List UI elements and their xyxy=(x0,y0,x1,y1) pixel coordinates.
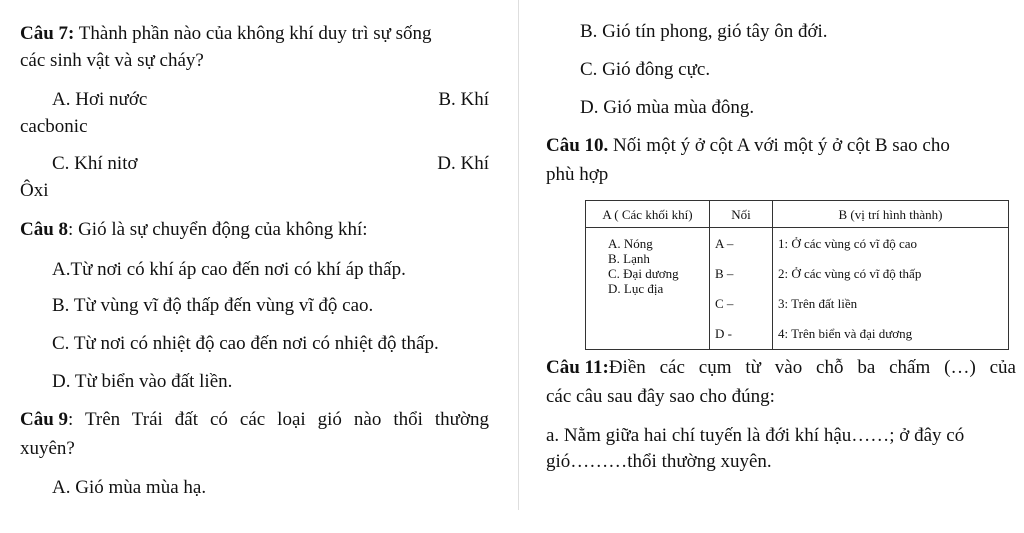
q7-option-b-wrap: cacbonic xyxy=(20,116,88,137)
connect-item: C – xyxy=(715,295,734,311)
col-b-item: 1: Ở các vùng có vĩ độ cao xyxy=(778,235,917,251)
q8-option-b: B. Từ vùng vĩ độ thấp đến vùng vĩ độ cao. xyxy=(52,295,374,316)
col-a-item: A. Nóng xyxy=(608,236,653,251)
connect-item: A – xyxy=(715,235,734,251)
q7-option-row-1 xyxy=(52,89,489,111)
q11-label: Câu 11: xyxy=(546,357,609,378)
header-col-b: B (vị trí hình thành) xyxy=(773,201,1009,228)
q7-line1 xyxy=(20,23,432,45)
q7-option-row-2 xyxy=(52,153,489,175)
col-b-item: 4: Trên biển và đại dương xyxy=(778,325,913,341)
q8-question xyxy=(20,219,368,241)
q7-label: Câu 7: xyxy=(20,23,75,44)
table-header-row xyxy=(586,201,1009,228)
header-col-connect: Nối xyxy=(710,201,773,228)
q11-a-line2: gió………thổi thường xuyên. xyxy=(546,451,772,472)
q11-line1 xyxy=(546,357,1016,379)
q10-line2: phù hợp xyxy=(546,164,609,185)
q11-a-line1: a. Nằm giữa hai chí tuyến là đới khí hậu……; ở đây có xyxy=(546,425,965,446)
col-b-cell xyxy=(773,228,1009,350)
q9-line1 xyxy=(20,409,489,431)
header-col-a: A ( Các khối khí) xyxy=(586,201,710,228)
matching-table xyxy=(585,200,1009,350)
q9-option-d: D. Gió mùa mùa đông. xyxy=(580,97,755,118)
connect-item: D - xyxy=(715,325,732,341)
col-connect-cell xyxy=(710,228,773,350)
col-a-item: C. Đại dương xyxy=(608,266,679,281)
q8-option-c: C. Từ nơi có nhiệt độ cao đến nơi có nhiệt độ thấp. xyxy=(52,333,439,354)
connect-item: B – xyxy=(715,265,734,281)
q7-option-c: C. Khí nitơ xyxy=(52,153,138,174)
q11-text: Điền các cụm từ vào chỗ ba chấm (…) của xyxy=(608,357,1016,378)
q8-label: Câu 8 xyxy=(20,219,69,240)
q8-option-a: A.Từ nơi có khí áp cao đến nơi có khí áp thấp. xyxy=(52,259,406,280)
q7-option-a: A. Hơi nước xyxy=(52,89,148,110)
q7-option-b: B. Khí xyxy=(438,89,489,110)
q7-option-d: D. Khí xyxy=(437,153,489,174)
q7-text: Thành phần nào của không khí duy trì sự sống xyxy=(74,23,432,44)
col-b-item: 2: Ở các vùng có vĩ độ thấp xyxy=(778,265,922,281)
col-a-item: B. Lạnh xyxy=(608,251,650,266)
column-divider xyxy=(518,0,519,510)
q9-line2: xuyên? xyxy=(20,438,75,459)
q10-label: Câu 10. xyxy=(546,135,609,156)
q10-line1 xyxy=(546,135,950,157)
q11-line2: các câu sau đây sao cho đúng: xyxy=(546,386,775,407)
q9-option-b: B. Gió tín phong, gió tây ôn đới. xyxy=(580,21,828,42)
col-a-item: D. Lục địa xyxy=(608,281,664,296)
q7-line2: các sinh vật và sự cháy? xyxy=(20,50,204,71)
q10-text: Nối một ý ở cột A với một ý ở cột B sao cho xyxy=(608,135,950,156)
q9-option-a: A. Gió mùa mùa hạ. xyxy=(52,477,207,498)
table-body-row xyxy=(586,228,1009,350)
q7-option-d-wrap: Ôxi xyxy=(20,180,49,201)
q9-text: : Trên Trái đất có các loại gió nào thổi thường xyxy=(68,409,489,430)
col-a-cell xyxy=(586,228,710,350)
q9-label: Câu 9 xyxy=(20,409,69,430)
q9-option-c: C. Gió đông cực. xyxy=(580,59,711,80)
col-b-item: 3: Trên đất liền xyxy=(778,295,858,311)
q8-text: : Gió là sự chuyển động của không khí: xyxy=(68,219,368,240)
q8-option-d: D. Từ biển vào đất liền. xyxy=(52,371,233,392)
